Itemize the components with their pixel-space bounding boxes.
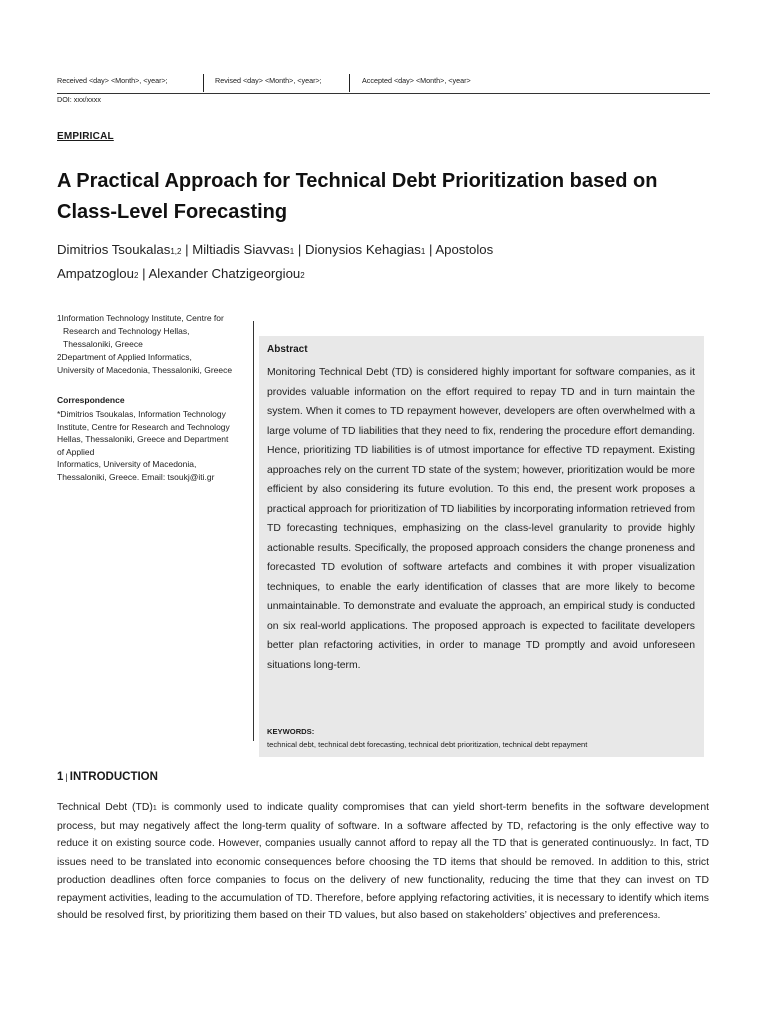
citation-ref[interactable]: 1	[152, 805, 157, 812]
author-affiliation-mark: 2	[133, 271, 139, 280]
author-separator: |	[142, 266, 146, 281]
abstract-text: Monitoring Technical Debt (TD) is considered highly important for software companies, as it provides valuable information on the effort required to repay TD and in turn maintain the system. When it comes to TD repayment however, developers are often overwhelmed with a large volume of TD liabilities that they need to fix, rendering the procedure effort demanding. Hence, prioritizing TD liabilities is of utmost importance for effective TD repayment. Existing approaches rely on the current TD state of the system; however, prioritization would be more efficient by also considering its future evolution. To this end, the present work proposes a practical approach for prioritization of TD liabilities by incorporating information retrieved from TD forecasting techniques, emphasizing on the class-level granularity to provide highly actionable results. Specifically, the proposed approach considers the change proneness and forecasted TD evolution of software artefacts and combines it with proper visualization techniques, to enable the early identification of classes that are more likely to become unmaintainable. To demonstrate and evaluate the approach, an empirical study is conducted on six real-world applications. The proposed approach is expected to facilitate developers better plan refactoring activities, in order to manage TD promptly and avoid unforeseen situations long-term.	[267, 367, 695, 671]
correspondence-line: Thessaloniki, Greece. Email: tsoukj@iti.gr	[57, 471, 215, 482]
paragraph-text: . In fact, TD issues need to be translated into economic consequences before choosing the TD items that should be removed. In addition to this, strict production deadlines often force companies to focus on the delivery of new functionality, reducing the time that they can invest on TD repayment activities, leading to the accumulation of TD. Therefore, before applying refactoring activities, it is necessary to identify which items should be resolved first, by prioritizing them based on their TD values, but also based on stakeholders’ objectives and preferences	[57, 838, 709, 922]
affiliation-line: Information Technology Institute, Centre for	[61, 313, 224, 323]
abstract-heading: Abstract	[267, 344, 308, 355]
author-separator: |	[185, 242, 189, 257]
correspondence-line: Institute, Centre for Research and Technology	[57, 421, 230, 432]
author-name: Dimitrios Tsoukalas	[57, 242, 171, 257]
article-type: EMPIRICAL	[57, 131, 114, 142]
author-name: Apostolos Ampatzoglou	[57, 242, 494, 281]
author-separator: |	[428, 242, 433, 257]
author-name: Dionysios Kehagias	[304, 242, 421, 257]
accepted-date: Accepted <day> <Month>, <year>	[362, 76, 471, 85]
author-list	[57, 239, 577, 287]
affiliation-line: Research and Technology Hellas,	[63, 326, 190, 336]
doi: DOI: xxx/xxxx	[57, 95, 101, 104]
affiliation-line: Department of Applied Informatics,	[61, 352, 192, 362]
author-name: Miltiadis Siavvas	[192, 242, 290, 257]
correspondence-line: of Applied	[57, 446, 95, 457]
correspondence-line: *Dimitrios Tsoukalas, Information Technology	[57, 409, 226, 419]
paragraph-text: .	[657, 910, 661, 922]
abstract-box	[259, 336, 704, 757]
received-date: Received <day> <Month>, <year>;	[57, 76, 168, 85]
citation-ref[interactable]: 3	[653, 913, 658, 921]
paper-title: A Practical Approach for Technical Debt Prioritization based on Class-Level Forecasting	[57, 170, 658, 223]
header-rule	[57, 93, 710, 94]
section-number: 1	[57, 771, 64, 783]
section-heading	[57, 771, 158, 783]
keywords-heading: KEYWORDS:	[267, 727, 315, 736]
correspondence-text	[57, 408, 257, 484]
correspondence-line: Hellas, Thessaloniki, Greece and Department	[57, 434, 229, 445]
affiliation-line: Thessaloniki, Greece	[63, 339, 143, 349]
affiliations	[57, 312, 257, 377]
keywords-text: technical debt, technical debt forecasting, technical debt prioritization, technical debt repayment	[267, 740, 588, 749]
author-affiliation-mark: 1	[420, 247, 426, 256]
column-divider	[253, 321, 254, 741]
introduction-paragraph	[57, 799, 709, 926]
author-name: Alexander Chatzigeorgiou	[148, 266, 301, 281]
affiliation-number: 2	[57, 353, 62, 362]
correspondence-line: Informatics, University of Macedonia,	[57, 459, 197, 470]
affiliation-line: University of Macedonia, Thessaloniki, Greece	[57, 365, 233, 375]
revised-date: Revised <day> <Month>, <year>;	[215, 76, 322, 85]
affiliation-number: 1	[57, 314, 62, 323]
author-affiliation-mark: 1,2	[170, 247, 182, 256]
author-affiliation-mark: 1	[289, 247, 295, 256]
date-separator	[349, 74, 350, 92]
submission-dates	[57, 74, 710, 94]
section-title: INTRODUCTION	[69, 771, 158, 783]
author-affiliation-mark: 2	[300, 271, 305, 280]
author-separator: |	[297, 242, 302, 257]
section-separator: |	[65, 772, 68, 782]
correspondence-heading: Correspondence	[57, 395, 125, 405]
citation-ref[interactable]: 2	[649, 841, 654, 849]
date-separator	[203, 74, 204, 92]
paragraph-text: is commonly used to indicate quality compromises that can yield short-term benefits in the software development process, but may negatively affect the long-term quality of software. In a software affected by TD, refactoring is the only effective way to reduce it on existing source code. However, companies usually cannot afford to repay all the TD that is generated continuously	[57, 802, 710, 850]
paragraph-text: Technical Debt (TD)	[57, 802, 153, 813]
